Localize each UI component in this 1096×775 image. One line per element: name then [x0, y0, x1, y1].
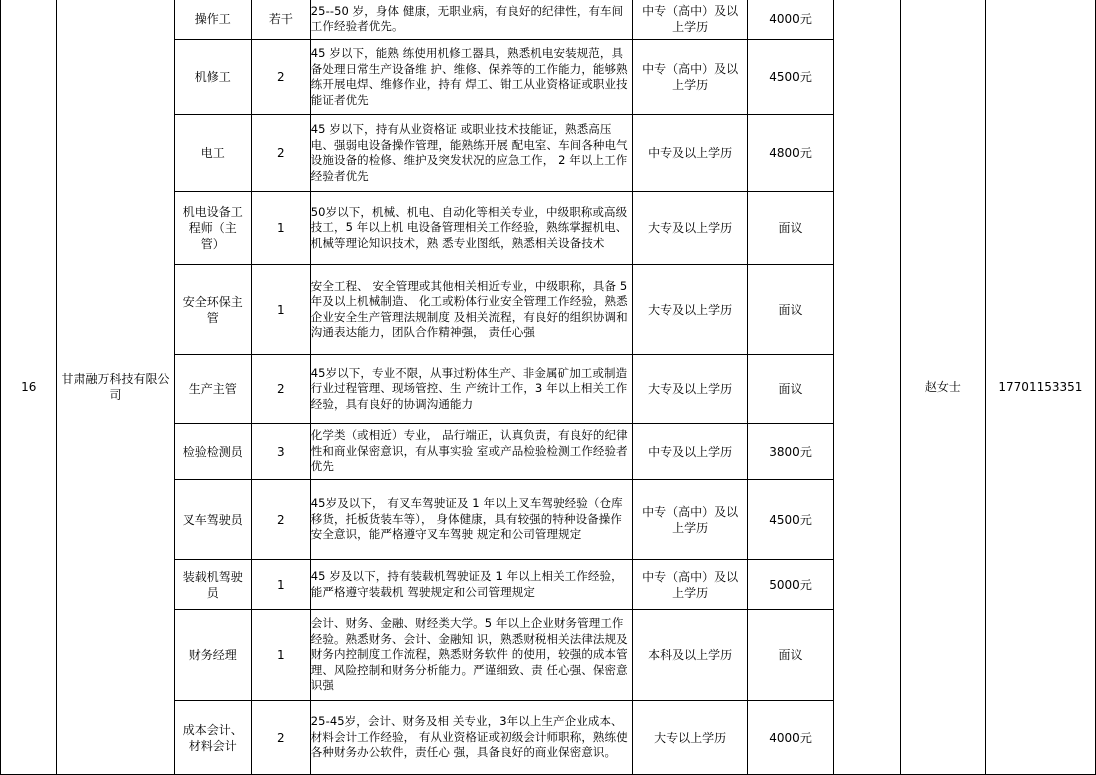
position-requirements: 安全工程、 安全管理或其他相关相近专业，中级职称，具备 5 年及以上机械制造、 化工或粉体行业安全管理工作经验，熟悉企业安全生产管理法规制度 及相关流程，有良好的组织协调和沟通表达能力，团队合作精神强， 责任心强: [310, 265, 633, 355]
position-count: 2: [251, 480, 310, 560]
position-requirements: 50岁以下，机械、机电、自动化等相关专业，中级职称或高级技工，5 年以上机 电设备管理相关工作经验，熟练掌握机电、机械等理论知识技术，熟 悉专业图纸，熟悉相关设备技术: [310, 192, 633, 265]
education-requirement: 中专（高中）及以上学历: [633, 480, 747, 560]
salary: 面议: [747, 265, 834, 355]
position-requirements: 25-45岁，会计、财务及相 关专业，3年以上生产企业成本、材料会计工作经验， 有从业资格证或初级会计师职称，熟练使各种财务办公软件，责任心 强，具备良好的商业保密意识。: [310, 701, 633, 775]
education-requirement: 中专（高中）及以上学历: [633, 560, 747, 610]
table-row: [1, 0, 1096, 40]
contact-person: 赵女士: [900, 0, 985, 775]
position-title: 生产主管: [174, 355, 251, 424]
salary: 4500元: [747, 40, 834, 115]
row-number: 16: [1, 0, 57, 775]
position-title: 财务经理: [174, 610, 251, 701]
position-requirements: 45岁及以下， 有叉车驾驶证及 1 年以上叉车驾驶经验（仓库移货，托板货装车等）， 身体健康，具有较强的特种设备操作安全意识，能严格遵守叉车驾驶 规定和公司管理规定: [310, 480, 633, 560]
salary: 面议: [747, 610, 834, 701]
salary: 4000元: [747, 0, 834, 40]
position-count: 1: [251, 265, 310, 355]
education-requirement: 大专及以上学历: [633, 265, 747, 355]
salary: 面议: [747, 355, 834, 424]
salary: 4800元: [747, 115, 834, 192]
position-title: 机修工: [174, 40, 251, 115]
position-title: 检验检测员: [174, 424, 251, 480]
education-requirement: 本科及以上学历: [633, 610, 747, 701]
position-title: 操作工: [174, 0, 251, 40]
position-title: 机电设备工程师（主管）: [174, 192, 251, 265]
position-requirements: 化学类（或相近）专业， 品行端正，认真负责，有良好的纪律性和商业保密意识，有从事实验 室或产品检验检测工作经验者优先: [310, 424, 633, 480]
position-count: 2: [251, 115, 310, 192]
position-title: 装载机驾驶员: [174, 560, 251, 610]
company-name: 甘肃融万科技有限公司: [57, 0, 174, 775]
position-count: 2: [251, 40, 310, 115]
position-requirements: 45 岁以下，持有从业资格证 或职业技术技能证，熟悉高压电、强弱电设备操作管理，能熟练开展 配电室、车间各种电气设施设备的检修、维护及突发状况的应急工作， 2 年以上工作经验者优先: [310, 115, 633, 192]
position-requirements: 会计、财务、金融、财经类大学。5 年以上企业财务管理工作经验。熟悉财务、会计、金融知 识，熟悉财税相关法律法规及财务内控制度工作流程，熟悉财务软件 的使用，较强的成本管理、风险控制和财务分析能力。严谨细致、责 任心强、保密意识强: [310, 610, 633, 701]
education-requirement: 中专（高中）及以上学历: [633, 40, 747, 115]
position-count: 若干: [251, 0, 310, 40]
education-requirement: 中专及以上学历: [633, 115, 747, 192]
position-title: 电工: [174, 115, 251, 192]
education-requirement: 中专（高中）及以上学历: [633, 0, 747, 40]
position-requirements: 45 岁以下，能熟 练使用机修工器具，熟悉机电安装规范，具备处理日常生产设备维 护、维修、保养等的工作能力，能够熟练开展电焊、维修作业，持有 焊工、钳工从业资格证或职业技能证者优先: [310, 40, 633, 115]
position-count: 1: [251, 560, 310, 610]
salary: 3800元: [747, 424, 834, 480]
blank-column: [834, 0, 901, 775]
salary: 面议: [747, 192, 834, 265]
position-requirements: 45 岁及以下，持有装载机驾驶证及 1 年以上相关工作经验，能严格遵守装载机 驾驶规定和公司管理规定: [310, 560, 633, 610]
position-count: 2: [251, 355, 310, 424]
position-title: 叉车驾驶员: [174, 480, 251, 560]
salary: 4500元: [747, 480, 834, 560]
position-requirements: 45岁以下，专业不限，从事过粉体生产、非金属矿加工或制造行业过程管理、现场管控、生 产统计工作，3 年以上相关工作经验，具有良好的协调沟通能力: [310, 355, 633, 424]
contact-phone: 17701153351: [985, 0, 1095, 775]
position-title: 安全环保主管: [174, 265, 251, 355]
salary: 4000元: [747, 701, 834, 775]
position-count: 1: [251, 192, 310, 265]
position-title: 成本会计、材料会计: [174, 701, 251, 775]
education-requirement: 中专及以上学历: [633, 424, 747, 480]
salary: 5000元: [747, 560, 834, 610]
position-requirements: 25--50 岁，身体 健康，无职业病，有良好的纪律性，有车间工作经验者优先。: [310, 0, 633, 40]
education-requirement: 大专以上学历: [633, 701, 747, 775]
position-count: 1: [251, 610, 310, 701]
education-requirement: 大专及以上学历: [633, 355, 747, 424]
position-count: 3: [251, 424, 310, 480]
education-requirement: 大专及以上学历: [633, 192, 747, 265]
position-count: 2: [251, 701, 310, 775]
